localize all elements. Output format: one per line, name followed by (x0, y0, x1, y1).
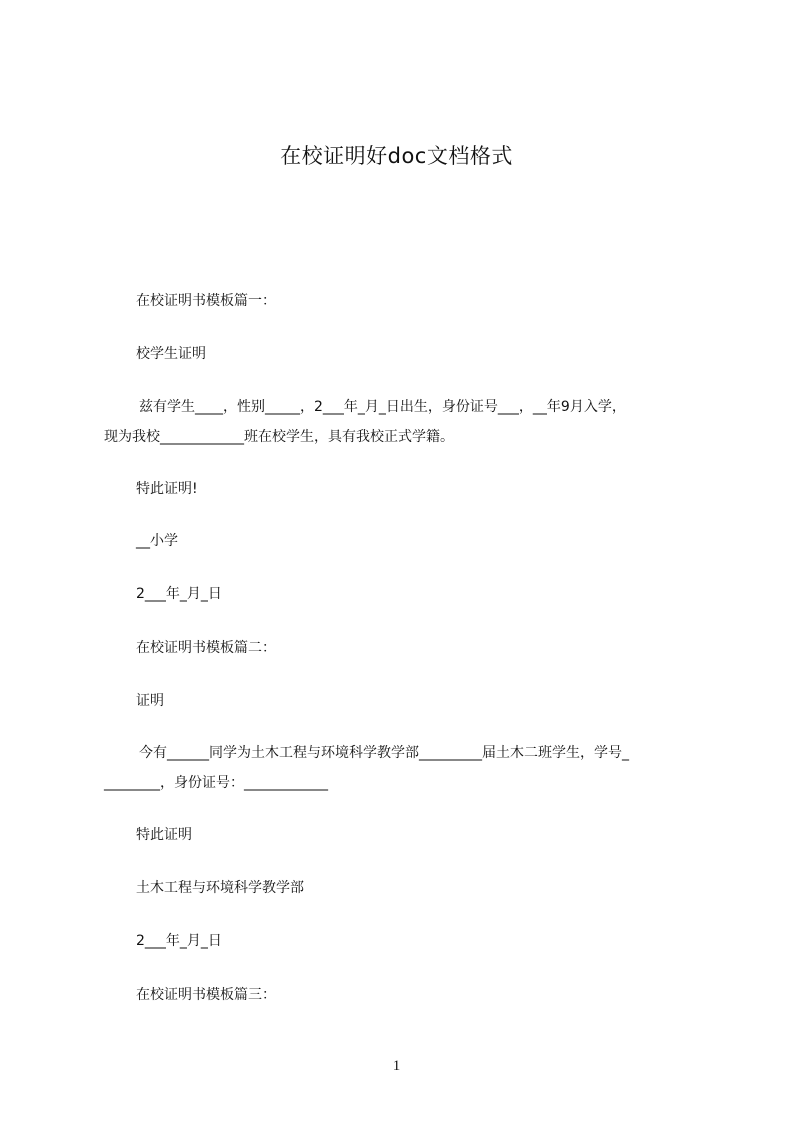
section-2-subheading: 证明 (136, 693, 164, 709)
section-1-closing: 特此证明! (136, 481, 198, 497)
section-2-issuer: 土木工程与环境科学教学部 (136, 880, 304, 896)
section-3-heading: 在校证明书模板篇三： (136, 987, 276, 1003)
section-2-date: 2___年_月_日 (136, 933, 222, 949)
section-2-body-line-2: ________，身份证号：____________ (104, 775, 328, 791)
section-1-issuer: __小学 (136, 533, 178, 549)
section-2-heading: 在校证明书模板篇二： (136, 640, 276, 656)
section-1-date: 2___年_月_日 (136, 586, 222, 602)
page-number: 1 (392, 1058, 401, 1074)
section-1-body-line-1: 兹有学生____，性别_____，2___年_月_日出生，身份证号___，__年9月入学， (139, 399, 626, 415)
section-1-body-line-2: 现为我校____________班在校学生，具有我校正式学籍。 (104, 429, 454, 445)
section-1-heading: 在校证明书模板篇一： (136, 293, 276, 309)
section-2-closing: 特此证明 (136, 827, 192, 843)
document-title: 在校证明好doc文档格式 (280, 144, 513, 168)
section-2-body-line-1: 今有______同学为土木工程与环境科学教学部_________届土木二班学生，学号_ (139, 745, 629, 761)
section-1-subheading: 校学生证明 (136, 346, 206, 362)
